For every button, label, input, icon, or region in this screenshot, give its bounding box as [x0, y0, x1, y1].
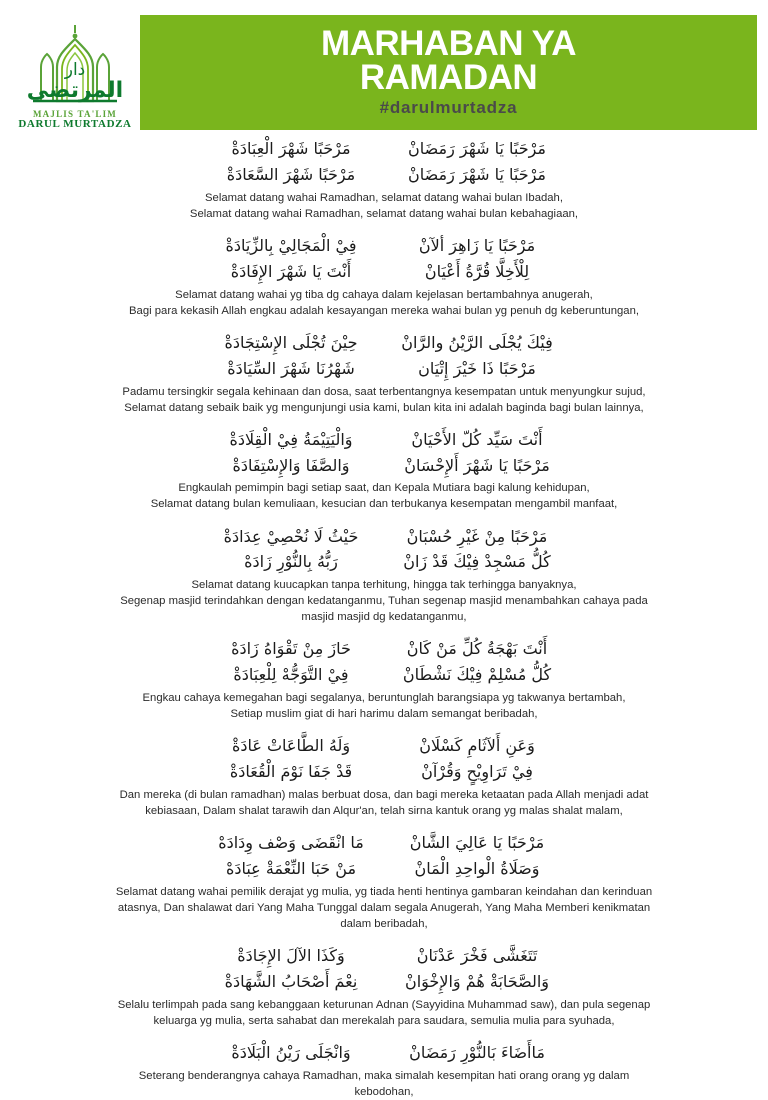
- verse-block: [0, 233, 768, 319]
- arabic-hemistich-right: تَتَغَشَّى فَخْرَ عَدْنَانْ: [416, 946, 538, 966]
- arabic-hemistich-right: كُلُّ مَسْجِدْ فِيْكَ قَدْ زَانْ: [403, 552, 551, 572]
- arabic-line: [60, 636, 708, 662]
- verse-translation: [60, 384, 708, 416]
- arabic-line: [60, 330, 708, 356]
- arabic-line: [60, 233, 708, 259]
- verse-block: [0, 943, 768, 1029]
- verse-arabic: [60, 830, 708, 882]
- translation-line: Selamat datang wahai Ramadhan, selamat datang wahai bulan Ibadah,: [205, 191, 563, 204]
- verse-arabic: [60, 136, 708, 188]
- verse-arabic: [60, 733, 708, 785]
- verse-arabic: [60, 943, 708, 995]
- verse-translation: [60, 787, 708, 819]
- arabic-hemistich-left: قَدْ جَفَا نَوْمَ الْقُعَادَةْ: [229, 762, 353, 782]
- translation-line: Selalu terlimpah pada sang kebanggaan keturunan Adnan (Sayyidina Muhammad saw), dan pula segenap: [117, 998, 651, 1011]
- verse-translation: [60, 190, 708, 222]
- arabic-line: [60, 162, 708, 188]
- verse-block: [0, 524, 768, 626]
- arabic-hemistich-left: وَانْجَلَى رَيْنُ الْبَلَادَةْ: [231, 1042, 351, 1062]
- translation-line: Engkaulah pemimpin bagi setiap saat, dan Kepala Mutiara bagi kalung kehidupan,: [178, 482, 590, 495]
- translation-line: Seterang benderangnya cahaya Ramadhan, maka simalah kesempitan hati orang orang yg dalam: [138, 1069, 630, 1082]
- page-header: [0, 0, 768, 132]
- translation-line: kebiasaan, Dalam shalat tarawih dan Alqur'an, telah sirna kantuk orang yg malas shalat malam,: [145, 805, 623, 818]
- arabic-hemistich-left: حَازَ مِنْ تَقْوَاهُ زَادَهْ: [231, 639, 351, 659]
- arabic-line: [60, 943, 708, 969]
- translation-line: Padamu tersingkir segala kehinaan dan dosa, saat terbentangnya kesempatan untuk menyungkur sujud,: [122, 385, 646, 398]
- arabic-hemistich-left: فِيْ الْمَجَالِيْ بِالزِّيَادَةْ: [225, 235, 357, 255]
- arabic-hemistich-right: مَاأَضَاءَ بَالنُّوْرِ رَمَضَانْ: [409, 1042, 545, 1062]
- verse-block: [0, 136, 768, 222]
- arabic-line: [60, 830, 708, 856]
- arabic-hemistich-right: وَصَلَاةُ الْواحِدِ الْمَانْ: [414, 859, 540, 879]
- arabic-line: [60, 733, 708, 759]
- translation-line: atasnya, Dan shalawat dari Yang Maha Tunggal dalam segala Anugerah, Yang Maha Memberi kenikmatan: [117, 902, 651, 914]
- translation-line: Segenap masjid terindahkan dengan kedatanganmu, Tuhan segenap masjid menambahkan cahaya pada: [120, 595, 648, 608]
- logo-caption-line-1: MAJLIS TA'LIM: [32, 108, 117, 119]
- logo-caption: [18, 110, 131, 130]
- arabic-hemistich-right: أَنْتَ بَهْجَةُ كُلِّ مَنْ كَانْ: [406, 639, 548, 659]
- arabic-hemistich-right: مَرْحَبًا يَا زَاهِرَ ألآنْ: [418, 235, 536, 255]
- verses-container: [0, 132, 768, 1100]
- arabic-hemistich-left: حِيْنَ تُجْلَى الإِسْتِجَادَةْ: [224, 332, 358, 352]
- verse-translation: [60, 480, 708, 512]
- arabic-hemistich-left: وَالصَّفَا وَالإِسْتِفَادَةْ: [232, 455, 350, 475]
- arabic-line: [60, 524, 708, 550]
- verse-block: [0, 330, 768, 416]
- verse-translation: [60, 690, 708, 722]
- verse-block: [0, 733, 768, 819]
- arabic-line: [60, 259, 708, 285]
- translation-line: Bagi para kekasih Allah engkau adalah kesayangan mereka wahai bulan yg penuh dg keberuntungan,: [129, 304, 639, 317]
- verse-arabic: [60, 233, 708, 285]
- verse-translation: [60, 1068, 708, 1100]
- verse-translation: [60, 577, 708, 625]
- arabic-line: [60, 662, 708, 688]
- arabic-hemistich-left: وَكَذَا الآلَ الإِجَادَةْ: [237, 946, 345, 966]
- mosque-dome-calligraphy-icon: [19, 23, 131, 109]
- arabic-hemistich-left: وَلَهُ الطَّاعَاتْ عَادَةْ: [231, 736, 351, 756]
- verse-arabic: [60, 636, 708, 688]
- verse-translation: [60, 997, 708, 1029]
- translation-line: Engkau cahaya kemegahan bagi segalanya, beruntunglah barangsiapa yg takwanya bertambah,: [142, 692, 626, 705]
- translation-line: Selamat datang wahai Ramadhan, selamat datang wahai bulan kebahagiaan,: [189, 207, 579, 220]
- arabic-hemistich-right: أَنْتَ سَيِّد كُلّ الأَحْيَانْ: [411, 429, 543, 449]
- arabic-hemistich-right: فِيْكَ يُجْلَى الرَّيْنُ والرَّانْ: [401, 332, 553, 352]
- arabic-hemistich-left: فِيْ التَّوَجُّهْ لِلْعِبَادَةْ: [233, 665, 349, 685]
- arabic-hemistich-left: شَهْرُنَا شَهْرَ السِّيَادَةْ: [227, 358, 355, 378]
- arabic-line: [60, 856, 708, 882]
- verse-arabic: [60, 330, 708, 382]
- arabic-hemistich-left: رَبُّهُ بِالنُّوْرِ زَادَهْ: [244, 552, 338, 572]
- banner-title-line-2: RAMADAN: [359, 57, 538, 97]
- arabic-line: [60, 549, 708, 575]
- translation-line: Selamat datang kuucapkan tanpa terhitung, hingga tak terhingga banyaknya,: [191, 579, 577, 592]
- verse-block: [0, 636, 768, 722]
- translation-line: dalam beribadah,: [340, 918, 428, 931]
- banner-title-line-1: MARHABAN YA: [320, 24, 577, 64]
- translation-line: masjid masjid dg kedatanganmu,: [301, 611, 467, 624]
- arabic-hemistich-left: وَالْيَتِيْمَةُ فِيْ الْقِلَادَةْ: [229, 429, 353, 449]
- arabic-hemistich-left: أَنْتَ يَا شَهْرَ الإِفَادَةْ: [230, 261, 352, 281]
- arabic-hemistich-right: مَرْحَبًا يَا عَالِيَ الشَّانْ: [409, 833, 545, 853]
- arabic-line: [60, 453, 708, 479]
- arabic-hemistich-right: وَالصَّحَابَةْ هُمْ وَالإِخْوَانْ: [404, 971, 550, 991]
- arabic-line: [60, 759, 708, 785]
- verse-arabic: [60, 524, 708, 576]
- arabic-hemistich-right: وَعَنِ أَلآثَامِ كَسْلَانْ: [419, 736, 535, 756]
- verse-block: [0, 427, 768, 513]
- arabic-line: [60, 1040, 708, 1066]
- arabic-hemistich-right: كُلُّ مُسْلِمْ فِيْكَ نَشْطَانْ: [402, 665, 552, 685]
- translation-line: Selamat datang wahai yg tiba dg cahaya dalam kejelasan bertambahnya anugerah,: [175, 288, 593, 301]
- arabic-hemistich-right: مَرْحَبًا يَا شَهْرَ أَلإِحْسَانْ: [404, 455, 550, 475]
- arabic-hemistich-left: مَرْحَبًا شَهْرَ السَّعَادَةْ: [226, 164, 356, 184]
- arabic-hemistich-left: حَيْثُ لَا نُحْصِيْ عِدَادَةْ: [223, 526, 359, 546]
- translation-line: kebodohan,: [354, 1085, 414, 1098]
- arabic-hemistich-right: مَرْحَبًا يَا شَهْرَ رَمَضَانْ: [408, 139, 546, 158]
- logo-caption-line-2: DARUL MURTADZA: [18, 117, 132, 130]
- arabic-hemistich-left: مَرْحَبًا شَهْرَ الْعِبَادَةْ: [231, 139, 351, 158]
- translation-line: keluarga yg mulia, serta sahabat dan merekalah para saudara, semulia mulia para syuhada,: [153, 1014, 615, 1027]
- arabic-hemistich-right: مَرْحَبًا مِنْ غَيْرِ حُسْبَانْ: [406, 526, 548, 546]
- svg-text:دار: دار: [64, 59, 86, 80]
- verse-block: [0, 1040, 768, 1100]
- arabic-line: [60, 136, 708, 162]
- banner-hashtag: #darulmurtadza: [379, 97, 518, 117]
- verse-block: [0, 830, 768, 932]
- arabic-hemistich-right: فِيْ تَرَاوِيْحٍ وَقُرْآنْ: [421, 762, 533, 782]
- arabic-line: [60, 969, 708, 995]
- translation-line: Selamat datang wahai pemilik derajat yg mulia, yg tiada henti hentinya gambaran keindahan dan kerinduan: [115, 885, 653, 898]
- logo: [16, 16, 134, 130]
- arabic-hemistich-right: لِلْأَخِلَّا قُرَّةُ أَعْيَانْ: [424, 261, 530, 281]
- arabic-hemistich-left: نِعْمَ أَصْحَابُ الشَّهَادَةْ: [224, 971, 358, 991]
- arabic-hemistich-left: مَا انْقَضَى وَصْف وِدَادَهْ: [218, 833, 364, 853]
- verse-arabic: [60, 427, 708, 479]
- translation-line: Setiap muslim giat di hari harimu dalam semangat beribadah,: [230, 708, 538, 721]
- verse-translation: [60, 884, 708, 932]
- arabic-hemistich-right: مَرْحَبًا ذَا خَيْرَ إِتْيَان: [418, 358, 536, 378]
- verse-arabic: [60, 1040, 708, 1066]
- arabic-line: [60, 356, 708, 382]
- translation-line: Selamat datang bulan kemuliaan, kesucian dan terbukanya kesempatan mengambil manfaat,: [150, 498, 618, 511]
- banner-title: [320, 24, 577, 97]
- arabic-hemistich-left: مَنْ حَبَا النِّعْمَةْ عِبَادَهْ: [225, 859, 357, 879]
- verse-translation: [60, 287, 708, 319]
- translation-line: Selamat datang sebaik baik yg mengunjungi usia kami, bulan kita ini adalah baginda bagi bulan lainnya,: [124, 401, 644, 414]
- arabic-hemistich-right: مَرْحَبًا يَا شَهْرَ رَمَضَانْ: [408, 164, 546, 184]
- translation-line: Dan mereka (di bulan ramadhan) malas berbuat dosa, dan bagi mereka ketaatan pada Allah menjadi adat: [119, 789, 649, 802]
- arabic-line: [60, 427, 708, 453]
- header-banner: [140, 15, 757, 130]
- svg-text:المرتضى: المرتضى: [26, 77, 124, 103]
